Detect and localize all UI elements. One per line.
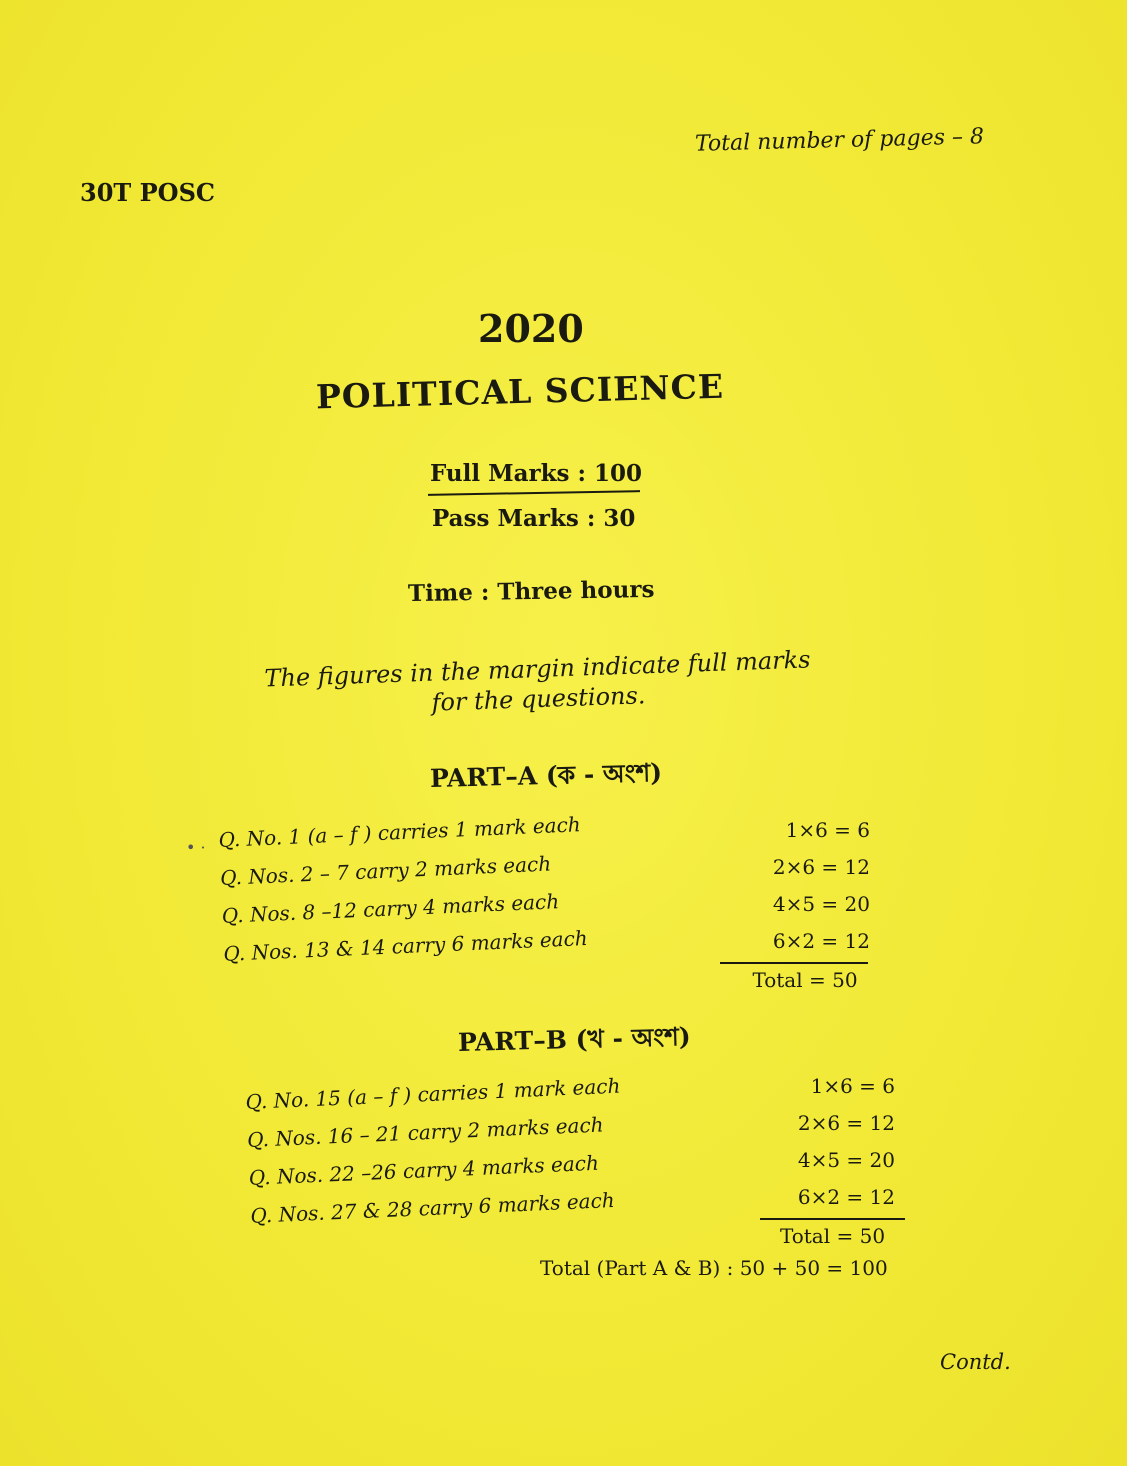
part-b-marks: 4×5 = 20 (797, 1148, 895, 1172)
part-a-question-row: Q. Nos. 13 & 14 carry 6 marks each (222, 925, 589, 966)
grand-total: Total (Part A & B) : 50 + 50 = 100 (540, 1256, 888, 1280)
part-a-question-row: Q. No. 1 (a – f ) carries 1 mark each (218, 812, 582, 852)
part-b-marks-column (770, 1068, 895, 1252)
exam-time: Time : Three hours (407, 575, 655, 608)
part-a-marks: 4×5 = 20 (772, 892, 870, 916)
total-pages-note: Total number of pages – 8 (694, 124, 985, 157)
part-a-question-list (218, 812, 589, 980)
part-b-question-row: Q. Nos. 16 – 21 carry 2 marks each (246, 1112, 604, 1152)
part-b-question-row: Q. Nos. 22 –26 carry 4 marks each (248, 1150, 600, 1190)
part-b-question-list (245, 1074, 626, 1242)
paper-code: 30T POSC (80, 178, 215, 207)
part-a-question-row: Q. Nos. 2 – 7 carry 2 marks each (219, 851, 552, 890)
part-b-title: PART–B (খ - অংশ) (457, 1021, 692, 1058)
pass-marks: Pass Marks : 30 (432, 505, 636, 532)
part-b-total: Total = 50 (779, 1224, 886, 1248)
part-a-marks: 2×6 = 12 (772, 855, 870, 879)
continued-note: Contd. (940, 1350, 1011, 1374)
part-a-title: PART–A (ক - অংশ) (429, 757, 663, 794)
part-b-question-row: Q. No. 15 (a – f ) carries 1 mark each (245, 1073, 621, 1114)
part-a-marks: 1×6 = 6 (785, 818, 870, 842)
part-a-question-row: Q. Nos. 8 –12 carry 4 marks each (221, 889, 560, 928)
part-b-question-row: Q. Nos. 27 & 28 carry 6 marks each (249, 1187, 616, 1228)
full-marks-underline (428, 490, 640, 496)
subject-title: POLITICAL SCIENCE (315, 366, 725, 417)
exam-year: 2020 (478, 306, 584, 351)
part-b-marks: 1×6 = 6 (810, 1074, 895, 1098)
part-b-marks: 2×6 = 12 (797, 1111, 895, 1135)
part-a-marks-column (740, 812, 870, 996)
part-a-marks: 6×2 = 12 (772, 929, 870, 953)
part-a-total: Total = 50 (752, 968, 858, 992)
part-b-marks: 6×2 = 12 (797, 1185, 895, 1209)
full-marks: Full Marks : 100 (430, 460, 643, 487)
marks-instruction: The figures in the margin indicate full marks for the questions. (264, 645, 811, 717)
bullet-mark: • · (186, 838, 206, 857)
